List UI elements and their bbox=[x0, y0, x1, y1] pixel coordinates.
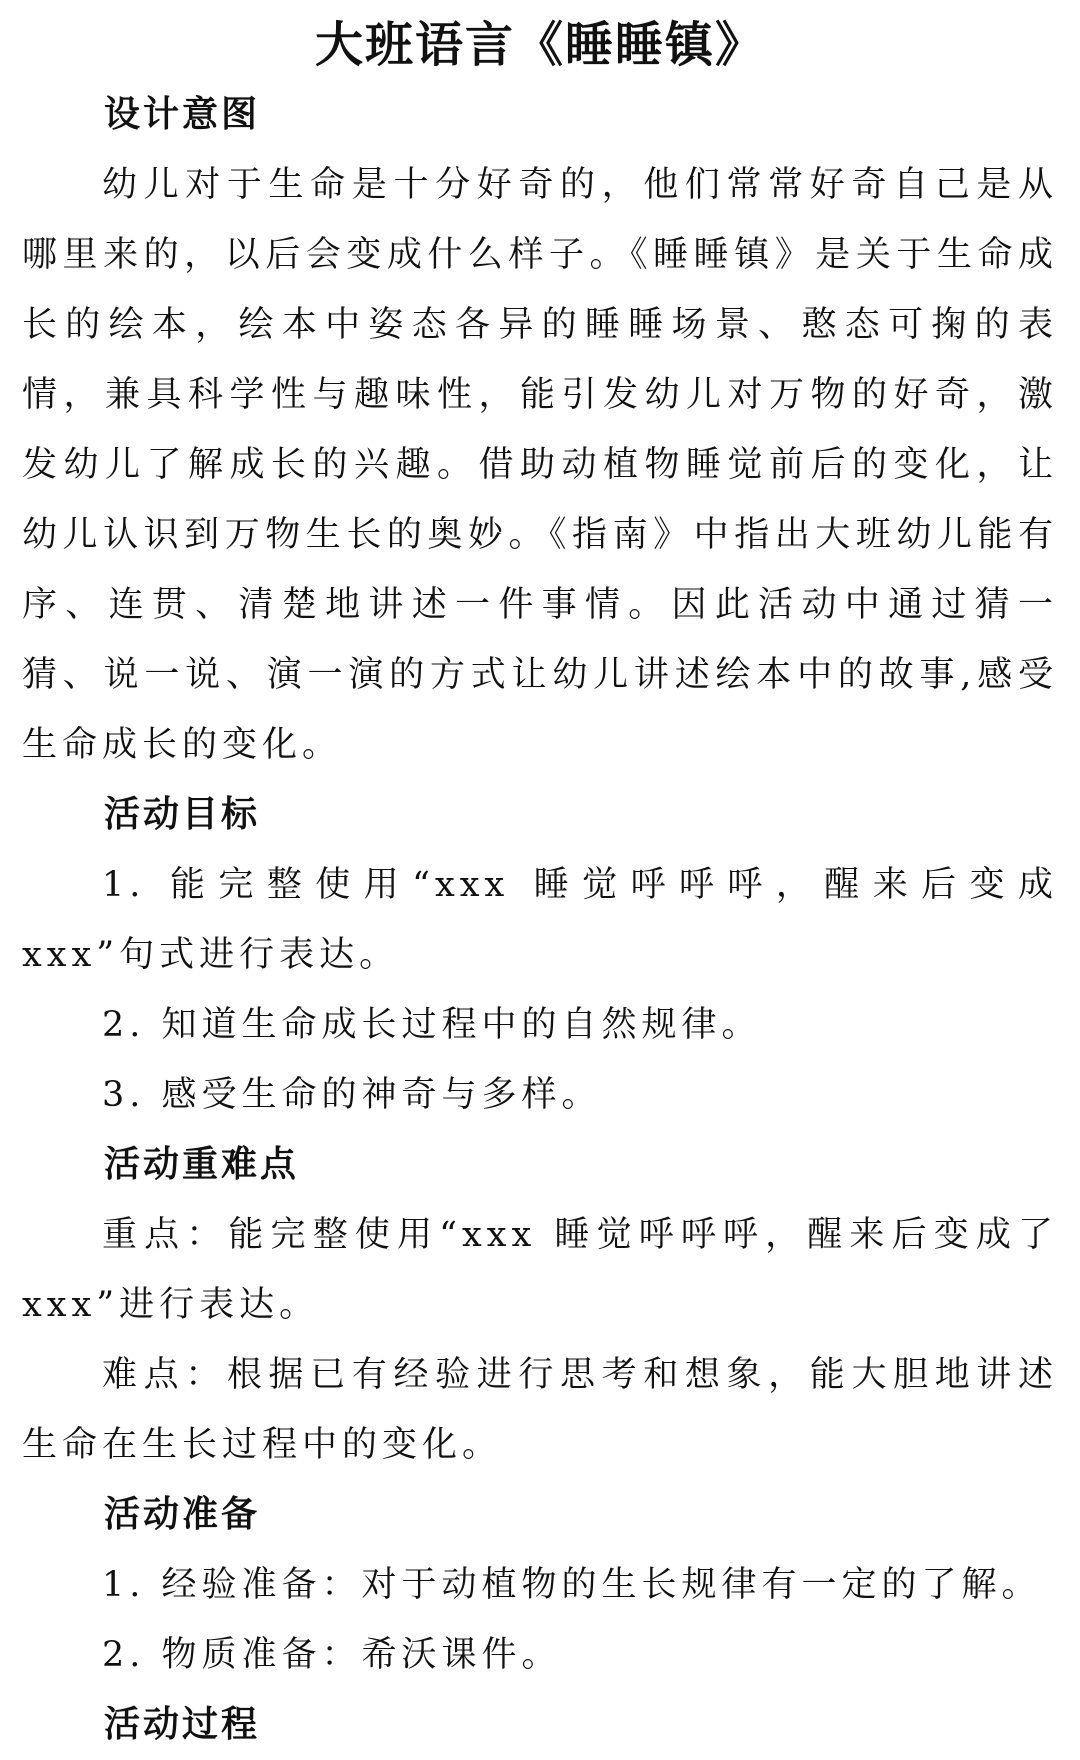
section-heading-activity-process: 活动过程 bbox=[104, 1704, 261, 1745]
goal-item-1: 1. 能完整使用“xxx 睡觉呼呼呼，醒来后变成 xxx”句式进行表达。 bbox=[22, 865, 1058, 975]
section-heading-design-intent: 设计意图 bbox=[104, 94, 261, 135]
preparation-item-2: 2. 物质准备：希沃课件。 bbox=[102, 1635, 562, 1675]
section-heading-activity-goals: 活动目标 bbox=[104, 794, 261, 835]
key-point-paragraph: 重点：能完整使用“xxx 睡觉呼呼呼，醒来后变成了 xxx”进行表达。 bbox=[22, 1215, 1058, 1325]
goal-item-3: 3. 感受生命的神奇与多样。 bbox=[102, 1075, 602, 1115]
preparation-item-1: 1. 经验准备：对于动植物的生长规律有一定的了解。 bbox=[102, 1565, 1042, 1605]
section-heading-activity-preparation: 活动准备 bbox=[104, 1494, 261, 1535]
document-title: 大班语言《睡睡镇》 bbox=[314, 17, 765, 73]
section-heading-key-difficult-points: 活动重难点 bbox=[104, 1144, 300, 1185]
goal-item-2: 2. 知道生命成长过程中的自然规律。 bbox=[102, 1005, 762, 1045]
difficult-point-paragraph: 难点：根据已有经验进行思考和想象，能大胆地讲述生命在生长过程中的变化。 bbox=[22, 1355, 1058, 1465]
design-intent-paragraph: 幼儿对于生命是十分好奇的，他们常常好奇自己是从哪里来的，以后会变成什么样子。《睡睡镇》是关于生命成长的绘本，绘本中姿态各异的睡睡场景、憨态可掬的表情，兼具科学性与趣味性，能引发幼儿对万物的好奇，激发幼儿了解成长的兴趣。借助动植物睡觉前后的变化，让幼儿认识到万物生长的奥妙。《指南》中指出大班幼儿能有序、连贯、清楚地讲述一件事情。因此活动中通过猜一猜、说一说、演一演的方式让幼儿讲述绘本中的故事,感受生命成长的变化。 bbox=[22, 165, 1058, 765]
